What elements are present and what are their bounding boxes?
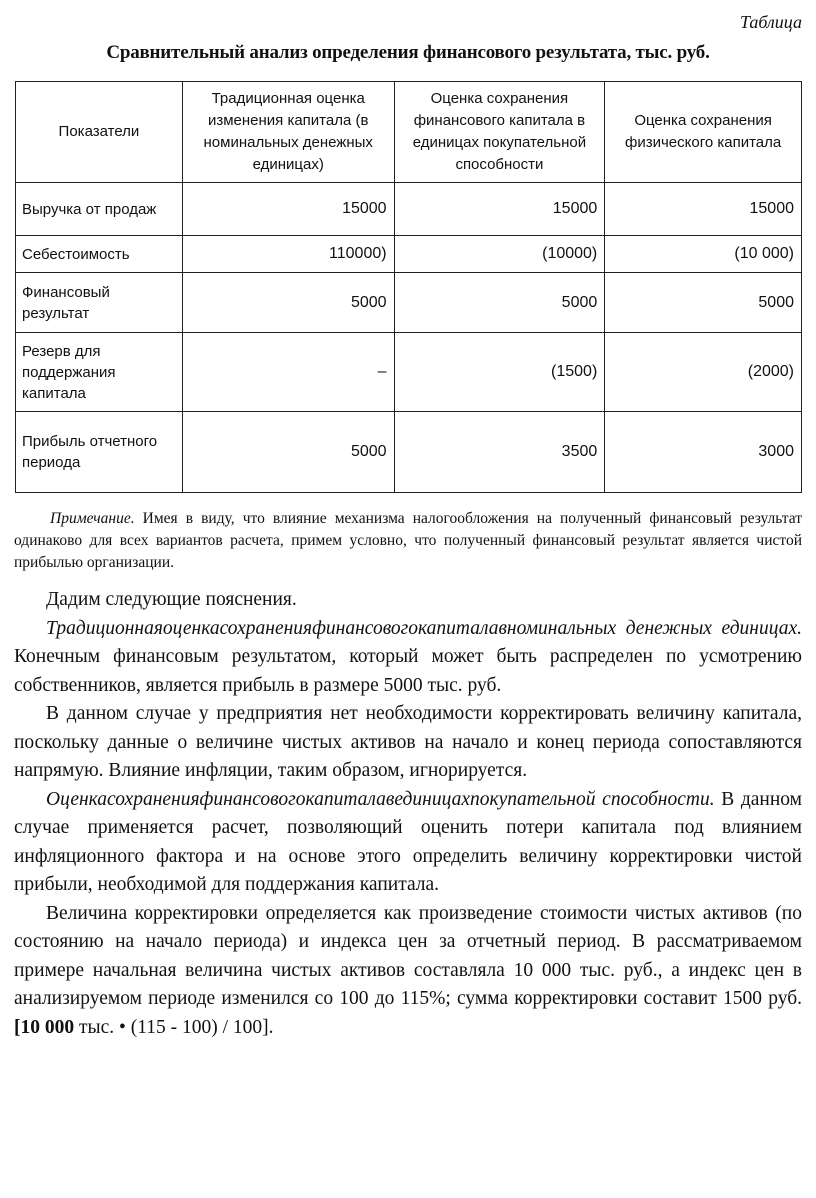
table-row xyxy=(16,333,802,412)
cell-value: 15000 xyxy=(605,183,802,236)
row-label: Прибыль отчетного периода xyxy=(16,412,183,493)
comparison-table xyxy=(15,81,802,493)
row-label: Финансовый результат xyxy=(16,273,183,333)
cell-value: 3000 xyxy=(605,412,802,493)
paragraph-text: Конечным финансовым результатом, который может быть распределен по усмотрению собственников, является прибыль в размере 5000 тыс. руб. xyxy=(14,646,802,696)
formula-bold-value: 10 000 xyxy=(20,1016,75,1038)
cell-value: 5000 xyxy=(182,273,394,333)
table-header-row xyxy=(16,82,802,183)
table-row xyxy=(16,273,802,333)
paragraph-text: Величина корректировки определяется как произведение стоимости чистых активов (по состоянию на начало периода) и индекса цен за отчетный период. В рассматриваемом примере начальная величина чистых активов составляла 10 000 тыс. руб., а индекс цен в анализируемом периоде изменился со 100 до 115%; сумма корректировки составит 1500 руб. xyxy=(14,902,802,1009)
paragraph-no-correction: В данном случае у предприятия нет необходимости корректировать величину капитала, поскольку данные о величине чистых активов на начало и конец периода сопоставляются напрямую. Влияние инфляции, таким образом, игнорируется. xyxy=(14,703,802,781)
row-label: Себестоимость xyxy=(16,236,183,273)
paragraph-correction-calc xyxy=(14,900,802,1043)
cell-value: 5000 xyxy=(394,273,605,333)
row-label: Резерв для поддержания капитала xyxy=(16,333,183,412)
cell-value: (10000) xyxy=(394,236,605,273)
header-indicators: Показатели xyxy=(16,82,183,183)
note-lead: Примечание. xyxy=(50,510,135,527)
table-row xyxy=(16,412,802,493)
paragraph-purchasing-power xyxy=(14,786,802,900)
paragraph-intro: Дадим следующие пояснения. xyxy=(46,589,297,610)
cell-value: (1500) xyxy=(394,333,605,412)
cell-value: 5000 xyxy=(182,412,394,493)
table-title: Сравнительный анализ определения финансового результата, тыс. руб. xyxy=(106,42,710,63)
paragraph-traditional xyxy=(14,615,802,701)
paragraph-text: В данном случае применяется расчет, позволяющий оценить потери капитала под влиянием инфляционного фактора и на основе этого определить величину корректировки чистой прибыли, необходимой для поддержания капитала. xyxy=(14,788,802,895)
body-text xyxy=(14,586,802,1042)
header-physical-capital: Оценка сохранения физического капитала xyxy=(605,82,802,183)
cell-value: 110000) xyxy=(182,236,394,273)
formula-bracket: [ xyxy=(14,1016,21,1038)
section-heading: Оценкасохраненияфинансовогокапиталавединицахпокупательной способности. xyxy=(46,788,715,810)
note-text: Имея в виду, что влияние механизма налогообложения на полученный финансовый результат одинаково для всех вариантов расчета, примем условно, что полученный финансовый результат является чистой прибылью организации. xyxy=(14,510,802,571)
section-heading: Традиционнаяоценкасохраненияфинансовогокапиталавноминальных денежных единицах. xyxy=(46,617,802,639)
table-row xyxy=(16,183,802,236)
cell-value: (10 000) xyxy=(605,236,802,273)
cell-value: – xyxy=(182,333,394,412)
cell-value: 3500 xyxy=(394,412,605,493)
formula-tail: тыс. • (115 - 100) / 100]. xyxy=(74,1016,274,1038)
cell-value: (2000) xyxy=(605,333,802,412)
header-purchasing-power: Оценка сохранения финансового капитала в единицах покупательной способности xyxy=(394,82,605,183)
cell-value: 15000 xyxy=(394,183,605,236)
table-row xyxy=(16,236,802,273)
cell-value: 5000 xyxy=(605,273,802,333)
row-label: Выручка от продаж xyxy=(16,183,183,236)
table-label: Таблица xyxy=(739,12,802,32)
header-traditional: Традиционная оценка изменения капитала (в номинальных денежных единицах) xyxy=(182,82,394,183)
table-note xyxy=(14,508,802,574)
cell-value: 15000 xyxy=(182,183,394,236)
